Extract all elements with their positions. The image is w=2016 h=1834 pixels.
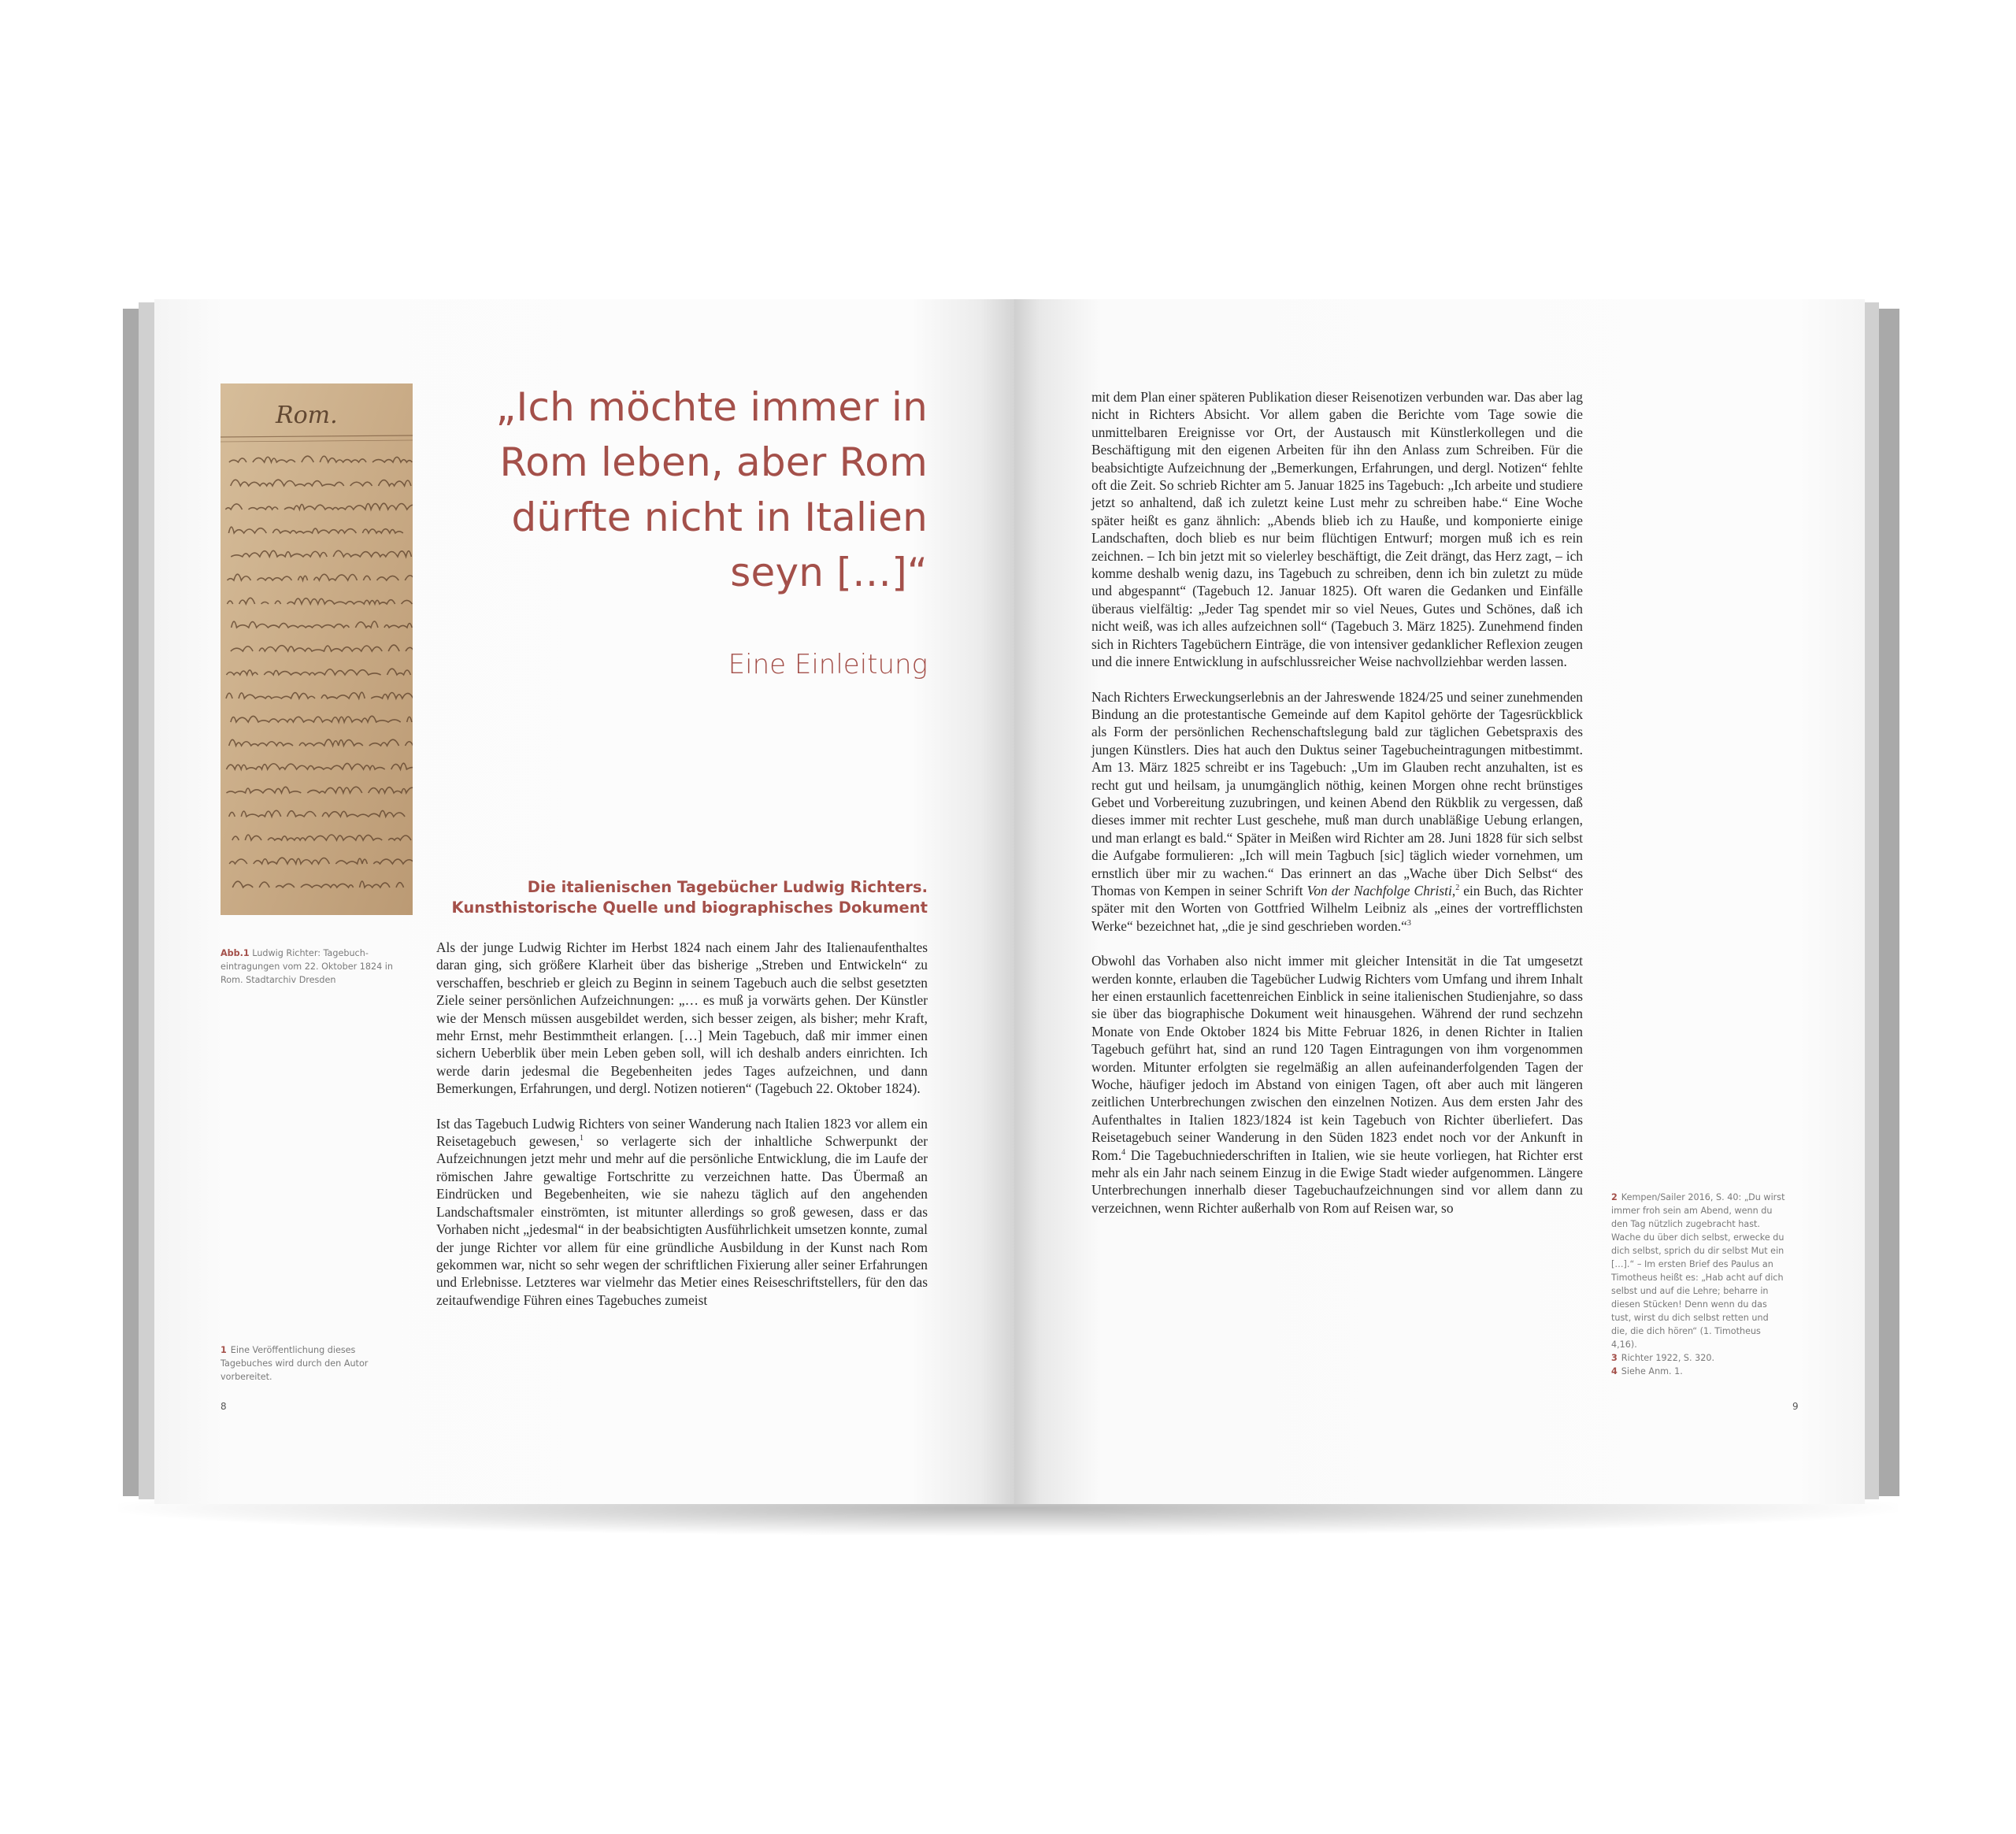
- footnote-ref: 1: [579, 1134, 584, 1143]
- paragraph: [436, 1115, 928, 1309]
- footnote-2: [1611, 1191, 1786, 1351]
- text-run: Nach Richters Erweckungserlebnis an der Jahreswende 1824/25 und seiner zunehmenden Bindung an die protestantische Gemeinde auf dem Kapitol gehörte der Tagesrückblick als Form der persönlichen Rechenschaftslegung bald zur täglichen Gebetspraxis des jungen Künstlers. Dies hat auch den Duktus seiner Tagebucheintragungen mitbestimmt. Am 13. März 1825 schreibt er ins Tagebuch: „Um im Glauben recht anzuhalten, ist es recht gut und heilsam, ja unumgänglich nöthig, keinen Morgen ohne recht brünstiges Gebet und Vorbereitung zuzubringen, und keinen Abend den Rükblik zu vergessen, daß dieses immer mit rechter Lust geschehe, muß man durch unabläßige Uebung erlangen, und man erlangt es bald.“ Später in Meißen wird Richter am 28. Juni 1828 für sich selbst die Aufgabe formulieren: „Ich will mein Tagbuch [sic] täglich wieder vornehmen, um ernstlich über mir zu wachen.“ Das erinnert an das „Wache über Dich Selbst“ des Thomas von Kempen in seiner Schrift: [1091, 688, 1583, 898]
- text-run: Ist das Tagebuch Ludwig Richters von seiner Wanderung nach Italien 1823 vor allem ein Reisetagebuch gewesen,: [436, 1115, 928, 1150]
- footnote-3: [1611, 1351, 1786, 1365]
- deck-line-2: Kunsthistorische Quelle und biographisches Dokument: [451, 898, 928, 917]
- footnote-number: 4: [1611, 1366, 1618, 1376]
- page-number-right: 9: [1792, 1401, 1799, 1412]
- manuscript-photo: [220, 383, 413, 915]
- paragraph: mit dem Plan einer späteren Publikation dieser Reisenotizen verbunden war. Das aber lag nicht in Richters Absicht. Vor allem gaben die Berichte vom Tage sowie die unmittelbaren Ereignisse vor Ort, der Austausch mit Künstlerkollegen und die Beschäftigung mit den eigenen Arbeiten für ihn den Anlass zum Schreiben. Für die beabsichtigte Aufzeichnung der „Bemerkungen, Erfahrungen, und dergl. Notizen“ fehlte oft die Zeit. So schrieb Richter am 5. Januar 1825 ins Tagebuch: „Ich arbeite und studiere jetzt so anhaltend, daß ich zuletzt keine Lust mehr zu schreiben habe.“ Eine Woche später heißt es ganz ähnlich: „Abends blieb ich zu Hauße, und komponierte einige Landschaften, doch blieb es nur beim flüchtigen Entwurf; morgen muß ich es rein zeichnen. – Ich bin jetzt mit so vielerley beschäftigt, die Zeit drängt, das Herz zagt, – ich komme deshalb wenig dazu, ins Tagebuch zu schreiben, denn ich bin zuletzt zu müde und abgespannt“ (Tagebuch 12. Januar 1825). Oft waren die Gedanken und Einfälle überaus vielfältig: „Jeder Tag spendet mir so viel Neues, Gutes und Schönes, daß ich nicht weiß, was ich alles aufzeichnen soll“ (Tagebuch 3. März 1825). Zunehmend finden sich in Richters Tagebüchern Einträge, die von intensiver gedanklicher Reflexion zeugen und die innere Entwicklung in aufschlussreicher Weise nachvollziehbar werden lassen.: [1091, 389, 1583, 670]
- text-run: ein Buch, das Richter später mit den Worten von Gottfried Wilhelm Leibniz als „eines der vortrefflichsten Werke“ bezeichnet hat, „die je sind geschrieben worden.“: [1091, 882, 1584, 934]
- footnote-text: Siehe Anm. 1.: [1621, 1366, 1683, 1376]
- footnote-text: Kempen/Sailer 2016, S. 40: „Du wirst immer froh sein am Abend, wenn du den Tag nützlich zugebracht hast. Wache du über dich selbst, erwecke du dich selbst, sprich du dir selbst Mut ein […].“ – Im ersten Brief des Paulus an Timotheus heißt es: „Hab acht auf dich selbst und auf die Lehre; beharre in diesen Stücken! Denn wenn du das tust, wirst du dich selbst retten und die, die dich hören“ (1. Timotheus 4,16).: [1611, 1192, 1785, 1350]
- caption-text: Ludwig Richter: Tagebucheintragungen vom 22. Oktober 1824 in Rom. Stadtarchiv Dresden: [220, 948, 393, 985]
- paragraph: Nach Richters Erweckungserlebnis an der Jahreswende 1824/25 und seiner zunehmenden Bindung an die protestantische Gemeinde auf dem Kapitol gehörte der Tagesrückblick als Form der persönlichen Rechenschaftslegung bald zur täglichen Gebetspraxis des jungen Künstlers. Dies hat auch den Duktus seiner Tagebucheintragungen mitbestimmt. Am 13. März 1825 schreibt er ins Tagebuch: „Um im Glauben recht anzuhalten, ist es recht gut und heilsam, ja unumgänglich nöthig, keinen Morgen ohne recht brünstiges Gebet und Vorbereitung zuzubringen, und keinen Abend den Rükblik zu vergessen, daß dieses immer mit rechter Lust geschehe, muß man durch unabläßige Uebung erlangen, und man erlangt es bald.“ Später in Meißen wird Richter am 28. Juni 1828 für sich selbst die Aufgabe formulieren: „Ich will mein Tagbuch [sic] täglich wieder vornehmen, um ernstlich über mir zu wachen.“ Das erinnert an das „Wache über Dich Selbst“ des Thomas von Kempen in seiner Schrift Von der Nachfolge Christi,$^2$ ein Buch, das Richter später mit den Worten von Gottfried Wilhelm Leibniz als „eines der vortrefflichsten Werke“ bezeichnet hat, „die je sind geschrieben worden.“$^3$: [1091, 688, 1584, 934]
- footnote-ref: 4: [1121, 1147, 1126, 1157]
- chapter-headline: „Ich möchte immer in Rom leben, aber Rom dürfte nicht in Italien seyn […]“: [495, 384, 928, 595]
- footnote-number: 3: [1611, 1353, 1618, 1363]
- footnote-number: 2: [1611, 1192, 1618, 1202]
- footnote-1: [220, 1343, 403, 1384]
- page-stack-left-inner: [139, 302, 154, 1499]
- text-run: Obwohl das Vorhaben also nicht immer mit gleicher Intensität in die Tat umgesetzt werden konnte, erlauben die Tagebücher Ludwig Richters vom Umfang und ihrem Inhalt her einen erstaunlich facettenreichen Einblick in seine italienischen Studienjahre, so dass sie über das biographische Dokument weit hinausgehen. Während der rund sechzehn Monate von Ende Oktober 1824 bis Mitte Februar 1826, in denen Richter in Italien Tagebuch geführt hat, sind an rund 120 Tagen Eintragungen von ihm vorgenommen worden. Mitunter erfolgten sie regelmäßig an allen aufeinanderfolgenden Tagen der Woche, häufiger jedoch im Abstand von einigen Tagen, oft aber auch mit längeren zeitlichen Unterbrechungen zwischen den einzelnen Notizen. Aus dem ersten Jahr des Aufenthaltes in Italien 1823/1824 ist kein Tagebuch von Richter überliefert. Das Reisetagebuch seiner Wanderung in den Süden 1823 endet noch vor der Ankunft in Rom.: [1091, 953, 1583, 1163]
- book-title: Von der Nachfolge Christi: [1306, 882, 1452, 898]
- footnote-ref: 3: [1406, 918, 1411, 928]
- page-stack-right-inner: [1863, 302, 1879, 1499]
- text-run: Die Tagebuchniederschriften in Italien, wie sie heute vorliegen, hat Richter erst mehr als ein Jahr nach seinem Einzug in die Ewige Stadt wieder aufgenommen. Längere Unterbrechungen innerhalb dieser Tagebuchaufzeichnungen sind vor allem dann zu verzeichnen, wenn Richter außerhalb von Rom auf Reisen war, so: [1091, 1147, 1583, 1216]
- manuscript-heading: Rom.: [276, 402, 338, 429]
- figure-caption: [220, 947, 403, 987]
- deck-line-1: Die italienischen Tagebücher Ludwig Richters.: [527, 878, 928, 896]
- paragraph: Als der junge Ludwig Richter im Herbst 1824 nach einem Jahr des Italienaufenthaltes daran ging, sich größere Klarheit über das bisherige „Streben und Entwickeln“ zu verschaffen, beschrieb er gleich zu Beginn in seinem Tagebuch auch die selbst gesetzten Ziele seiner persönlichen Aufzeichnungen: „… es muß ja vorwärts gehen. Der Künstler wie der Mensch müssen ausgebildet werden, sich besser zeigen, als bisher; mehr Kraft, mehr Ernst, mehr Bestimmtheit erlangen. […] Mein Tagebuch, daß mir immer einen sichern Ueberblik über mein Leben geben soll, will ich deshalb anders einrichten. Ich werde darin jedesmal die Begebenheiten jedes Tages aufzeichnen, und dann Bemerkungen, Erfahrungen, und dergl. Notizen notieren“ (Tagebuch 22. Oktober 1824).: [436, 939, 928, 1097]
- footnote-ref: 2: [1455, 884, 1460, 893]
- text-run: so verlagerte sich der inhaltliche Schwerpunkt der Aufzeichnungen jetzt mehr und mehr auf die persönliche Entwicklung, die im Laufe der römischen Jahre gewaltige Fortschritte zu verzeichnen hatte. Das Übermaß an Eindrücken und Begebenheiten, wie sie nahezu täglich auf den angehenden Landschaftsmaler einströmten, ist mitunter allerdings so groß gewesen, dass er das Vorhaben nicht „jedesmal“ in der beabsichtigten Ausführlichkeit umsetzen konnte, zumal der junge Richter vor allem für eine gründliche Ausbildung in der Kunst nach Rom gekommen war, nicht so sehr wegen der schriftlichen Fixierung aller seiner Erfahrungen und Erlebnisse. Letzteres war vielmehr das Metier eines Reiseschriftstellers, für den das zeitaufwendige Führen eines Tagebuches zumeist: [436, 1133, 928, 1308]
- paragraph: [1091, 952, 1583, 1217]
- chapter-deck: [441, 877, 928, 918]
- right-body-column: [1091, 388, 1583, 1234]
- caption-label: Abb.1: [220, 948, 250, 958]
- footnote-text: Eine Veröffentlichung dieses Tagebuches wird durch den Autor vorbereitet.: [220, 1345, 369, 1382]
- chapter-subtitle: Eine Einleitung: [728, 649, 928, 680]
- footnote-text: Richter 1922, S. 320.: [1621, 1353, 1715, 1363]
- left-body-column: [436, 939, 928, 1326]
- side-notes: [1611, 1191, 1786, 1378]
- footnote-4: [1611, 1365, 1786, 1378]
- page-number-left: 8: [220, 1401, 227, 1412]
- footnote-number: 1: [220, 1345, 227, 1355]
